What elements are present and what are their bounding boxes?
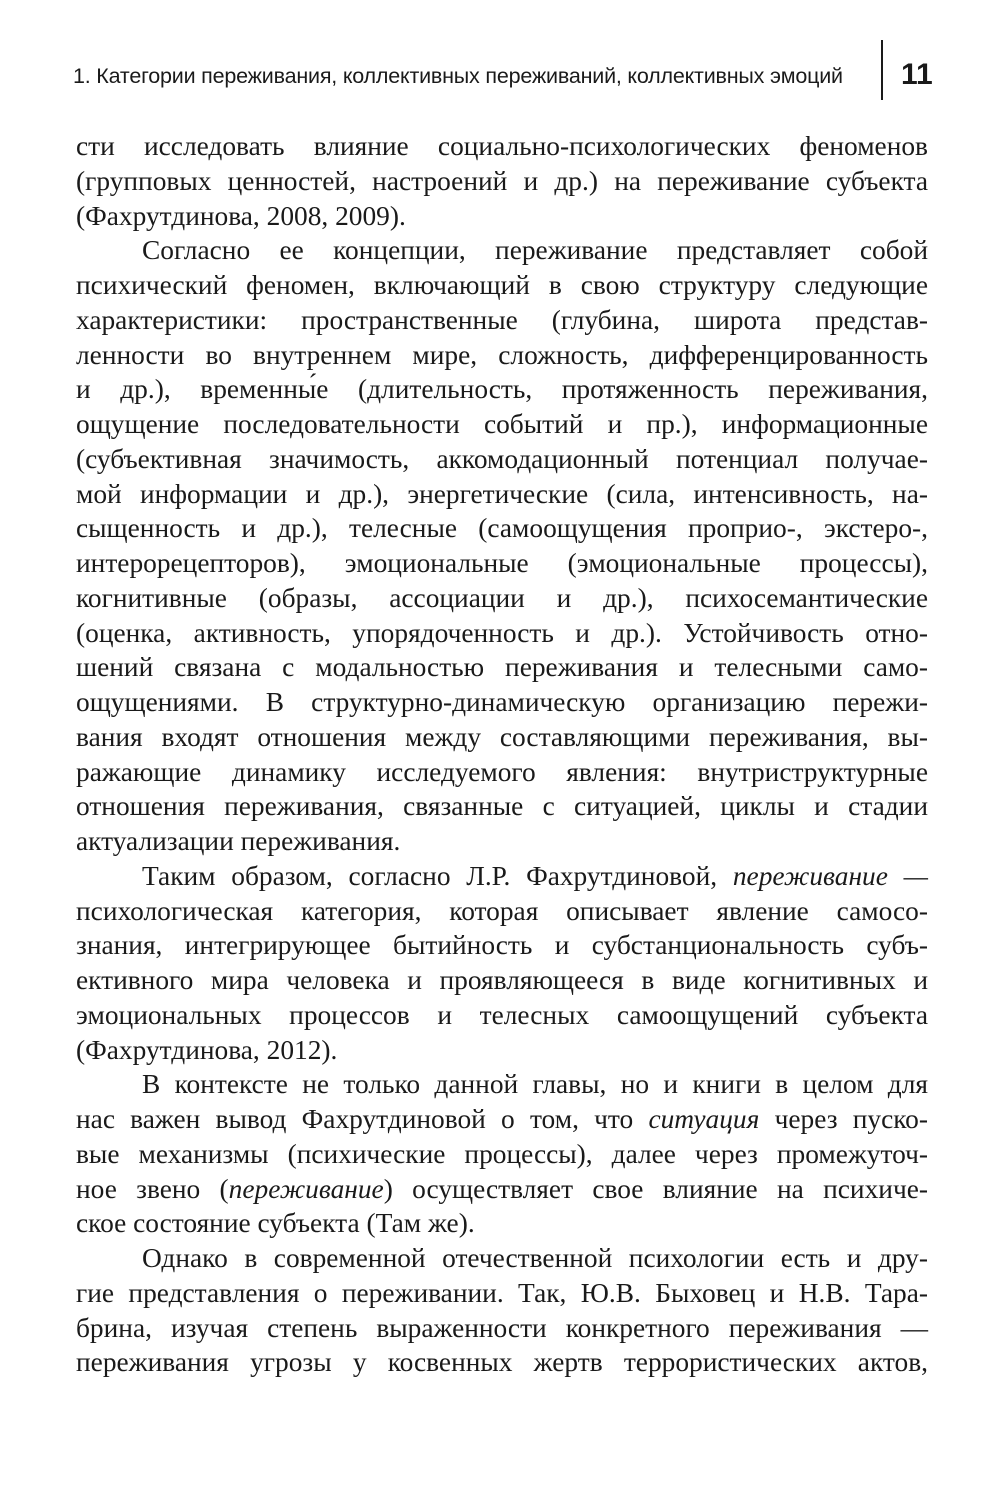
italic-term: переживание — (732, 860, 928, 891)
text-line (76, 859, 928, 894)
running-title: 1. Категории переживания, коллективных переживаний, коллективных эмоций (73, 64, 843, 88)
text-line: (оценка, активность, упорядоченность и др.). Устойчивость отно- (76, 617, 928, 648)
page-number: 11 (901, 58, 933, 91)
text-line: психический феномен, включающий в свою структуру следующие (76, 270, 928, 300)
text-line: эмоциональных процессов и телесных самоощущений субъекта (76, 999, 928, 1030)
text-line: вые механизмы (психические процессы), далее через промежуточ- (76, 1138, 928, 1169)
running-header (73, 58, 933, 104)
text-segment: ное звено ( (76, 1173, 229, 1204)
text-line: ленности во внутреннем мире, сложность, дифференцированность (76, 339, 928, 370)
text-line: шений связана с модальностью переживания и телесными само- (76, 652, 928, 683)
text-line: ощущение последовательности событий и пр.), информационные (76, 409, 928, 439)
text-line: (субъективная значимость, аккомодационный потенциал получае- (76, 443, 928, 474)
text-line: знания, интегрирующее бытийность и субстанциональность субъ- (76, 930, 928, 961)
text-line: Согласно ее концепции, переживание представляет собой (142, 235, 928, 266)
text-line: переживания угрозы у косвенных жертв террористических актов, (76, 1347, 928, 1378)
text-line: вания входят отношения между составляющими переживания, вы- (76, 721, 928, 752)
text-line: ражающие динамику исследуемого явления: внутриструктурные (76, 756, 928, 787)
italic-term: переживание (228, 1173, 384, 1204)
text-line: гие представления о переживании. Так, Ю.В. Быховец и Н.В. Тара- (76, 1277, 928, 1308)
text-line: ективного мира человека и проявляющееся в виде когнитивных и (76, 965, 928, 995)
text-line: ское состояние субъекта (Там же). (76, 1208, 475, 1239)
text-line: (групповых ценностей, настроений и др.) на переживание субъекта (76, 165, 928, 196)
text-line: сти исследовать влияние социально-психологических феноменов (76, 131, 928, 161)
text-line: (Фахрутдинова, 2008, 2009). (76, 200, 406, 231)
text-line: (Фахрутдинова, 2012). (76, 1034, 338, 1065)
text-segment: через пуско- (759, 1104, 928, 1134)
text-line: сыщенность и др.), телесные (самоощущения проприо-, экстеро-, (76, 513, 928, 544)
text-line: характеристики: пространственные (глубина, широта представ- (76, 304, 928, 335)
text-line (76, 1102, 928, 1137)
text-line: интерорецепторов), эмоциональные (эмоциональные процессы), (76, 548, 928, 578)
text-line: отношения переживания, связанные с ситуацией, циклы и стадии (76, 791, 928, 822)
text-line: когнитивные (образы, ассоциации и др.), психосемантические (76, 582, 928, 613)
text-line: мой информации и др.), энергетические (сила, интенсивность, на- (76, 478, 928, 509)
text-line: брина, изучая степень выраженности конкретного переживания — (76, 1312, 928, 1343)
text-line: В контексте не только данной главы, но и книги в целом для (142, 1069, 928, 1100)
text-segment: Таким образом, согласно Л.Р. Фахрутдиновой, (142, 860, 718, 891)
text-line: и др.), временны́е (длительность, протяженность переживания, (76, 374, 928, 405)
text-segment: нас важен вывод Фахрутдиновой о том, что (76, 1104, 634, 1134)
text-line: Однако в современной отечественной психологии есть и дру- (142, 1243, 928, 1273)
text-line: актуализации переживания. (76, 826, 401, 856)
header-divider (881, 40, 883, 100)
body-text (76, 129, 928, 1380)
italic-term: ситуация (648, 1104, 760, 1134)
text-line (76, 1172, 928, 1207)
text-line: ощущениями. В структурно-динамическую организацию пережи- (76, 687, 928, 717)
text-line: психологическая категория, которая описывает явление самосо- (76, 895, 928, 926)
text-segment: ) осуществляет свое влияние на психиче- (383, 1173, 928, 1204)
